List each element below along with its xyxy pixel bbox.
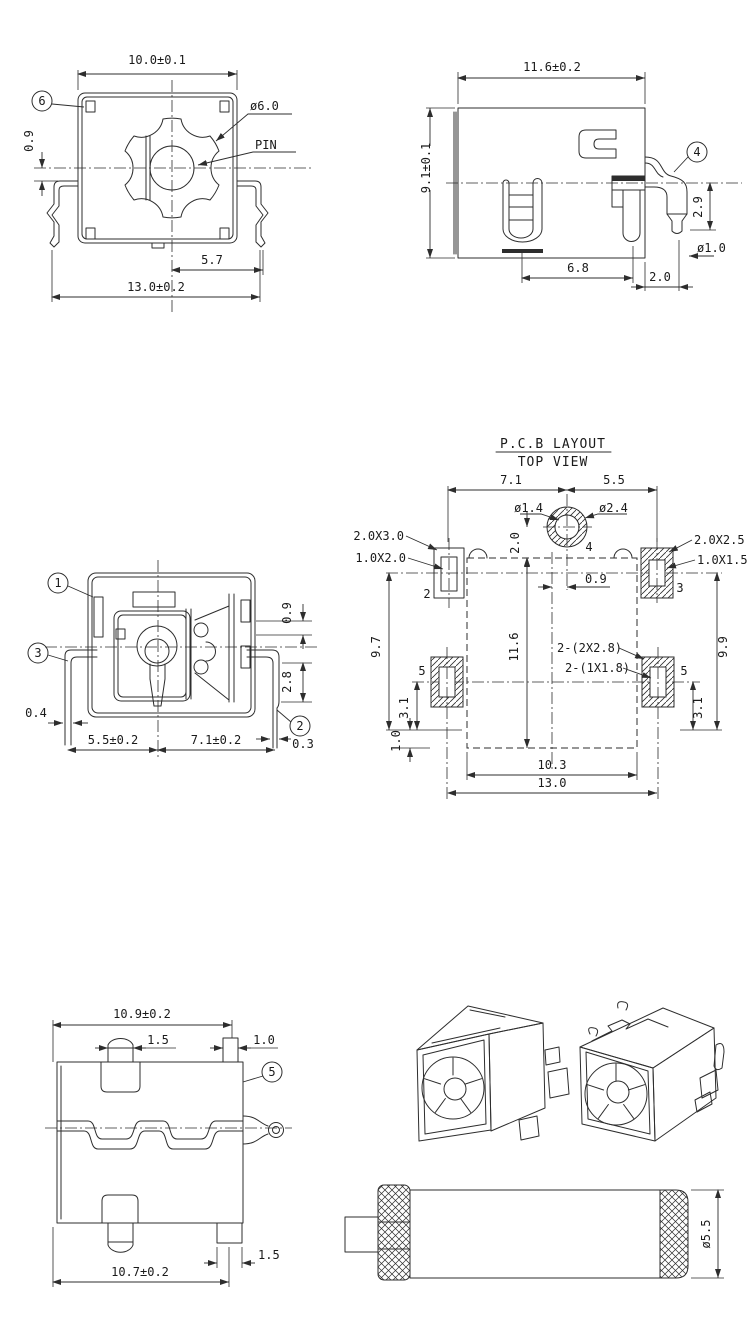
- label-pad2-outer: 2.0X3.0: [353, 529, 404, 543]
- dim-pad5-right: 3.1: [691, 697, 705, 719]
- shield-seam-upper: [57, 1121, 243, 1139]
- dim-rear-leg-thk: 0.3: [292, 737, 314, 751]
- label-pad5-outer: 2-(2X2.8): [557, 641, 623, 655]
- dim-body-width: 10.3: [537, 758, 567, 772]
- label-side-dia: ø1.0: [697, 241, 726, 255]
- rear-pin: [145, 639, 169, 663]
- side-view: [419, 60, 742, 291]
- balloon-2-num: 2: [296, 719, 304, 733]
- dim-clear: 1.0: [389, 730, 403, 752]
- dim-rear-offset: 0.9: [280, 602, 294, 624]
- rear-leg-right: [247, 650, 279, 748]
- balloon-1-num: 1: [54, 576, 62, 590]
- plug-knurl-left: [378, 1185, 410, 1280]
- dim-front-half: 5.7: [201, 253, 223, 267]
- balloon-3-num: 3: [34, 646, 42, 660]
- dim-hole-x: 0.9: [585, 572, 607, 586]
- num-pad-3: 3: [676, 581, 684, 595]
- plug-knurl-tip: [660, 1190, 688, 1278]
- num-hole-4: 4: [585, 540, 593, 554]
- rear-body-outer: [88, 573, 255, 717]
- dim-side-gap: 2.0: [649, 270, 671, 284]
- dim-left-len: 9.7: [369, 636, 383, 658]
- label-front-pin: PIN: [255, 138, 277, 152]
- dim-front-width: 10.0±0.1: [128, 53, 186, 67]
- label-front-dia: ø6.0: [250, 99, 279, 113]
- dim-shield-tab-bottom: 1.5: [258, 1248, 280, 1262]
- dim-side-height: 9.1±0.1: [419, 142, 433, 194]
- plug-barrel: [410, 1190, 660, 1278]
- pcb-title: P.C.B LAYOUT: [500, 437, 606, 452]
- label-pad5-inner: 2-(1X1.8): [565, 661, 631, 675]
- iso-view-left: [417, 1006, 569, 1141]
- dim-shield-bottom: 10.7±0.2: [111, 1265, 169, 1279]
- dim-side-drop: 2.9: [691, 196, 705, 218]
- label-pad3-outer: 2.0X2.5: [694, 533, 745, 547]
- dim-pitch-right: 5.5: [603, 473, 625, 487]
- dim-body-len: 11.6: [507, 632, 521, 662]
- shield-body: [57, 1062, 243, 1223]
- plug-view: [345, 1185, 724, 1280]
- side-leg-4: [645, 157, 687, 234]
- dim-front-total: 13.0±0.2: [127, 280, 185, 294]
- num-pad-5-right: 5: [680, 664, 688, 678]
- label-hole-outer: ø2.4: [599, 501, 628, 515]
- balloon-5-num: 5: [268, 1065, 276, 1079]
- dim-pad5-left: 3.1: [397, 697, 411, 719]
- label-plug-dia: ø5.5: [699, 1219, 713, 1249]
- dim-pad-pitch: 13.0: [537, 776, 567, 790]
- balloon-4-num: 4: [693, 145, 701, 159]
- front-leg-right: [237, 181, 268, 247]
- label-hole-inner: ø1.4: [514, 501, 543, 515]
- rear-view: [25, 560, 318, 757]
- label-pad2-inner: 1.0X2.0: [355, 551, 406, 565]
- front-view: [22, 53, 312, 312]
- dim-hole-y: 2.0: [508, 532, 522, 554]
- shield-view: [45, 1007, 292, 1287]
- shield-eyelet: [269, 1123, 284, 1138]
- dim-pitch-left: 7.1: [500, 473, 522, 487]
- dim-shield-top: 10.9±0.2: [113, 1007, 171, 1021]
- balloon-6-num: 6: [38, 94, 46, 108]
- dim-shield-tab-right: 1.0: [253, 1033, 275, 1047]
- pcb-layout-view: [353, 437, 747, 800]
- num-pad-2: 2: [423, 587, 431, 601]
- dim-rear-right: 7.1±0.2: [190, 733, 242, 747]
- dim-shield-tab-top: 1.5: [147, 1033, 169, 1047]
- dim-rear-leg-width: 0.4: [25, 706, 47, 720]
- label-pad3-inner: 1.0X1.5: [697, 553, 748, 567]
- shield-seam-lower: [57, 1131, 243, 1149]
- dim-side-width: 11.6±0.2: [523, 60, 581, 74]
- iso-view-right: [580, 1002, 724, 1141]
- dim-rear-left: 5.5±0.2: [87, 733, 139, 747]
- side-center-pin: [623, 190, 640, 242]
- dim-right-len: 9.9: [716, 636, 730, 658]
- front-leg-left: [47, 181, 78, 247]
- side-c-cutout: [579, 130, 616, 158]
- pcb-subtitle: TOP VIEW: [517, 455, 589, 470]
- dim-front-offset: 0.9: [22, 130, 36, 152]
- dim-side-span: 6.8: [567, 261, 589, 275]
- dim-rear-drop: 2.8: [280, 671, 294, 693]
- num-pad-5-left: 5: [418, 664, 426, 678]
